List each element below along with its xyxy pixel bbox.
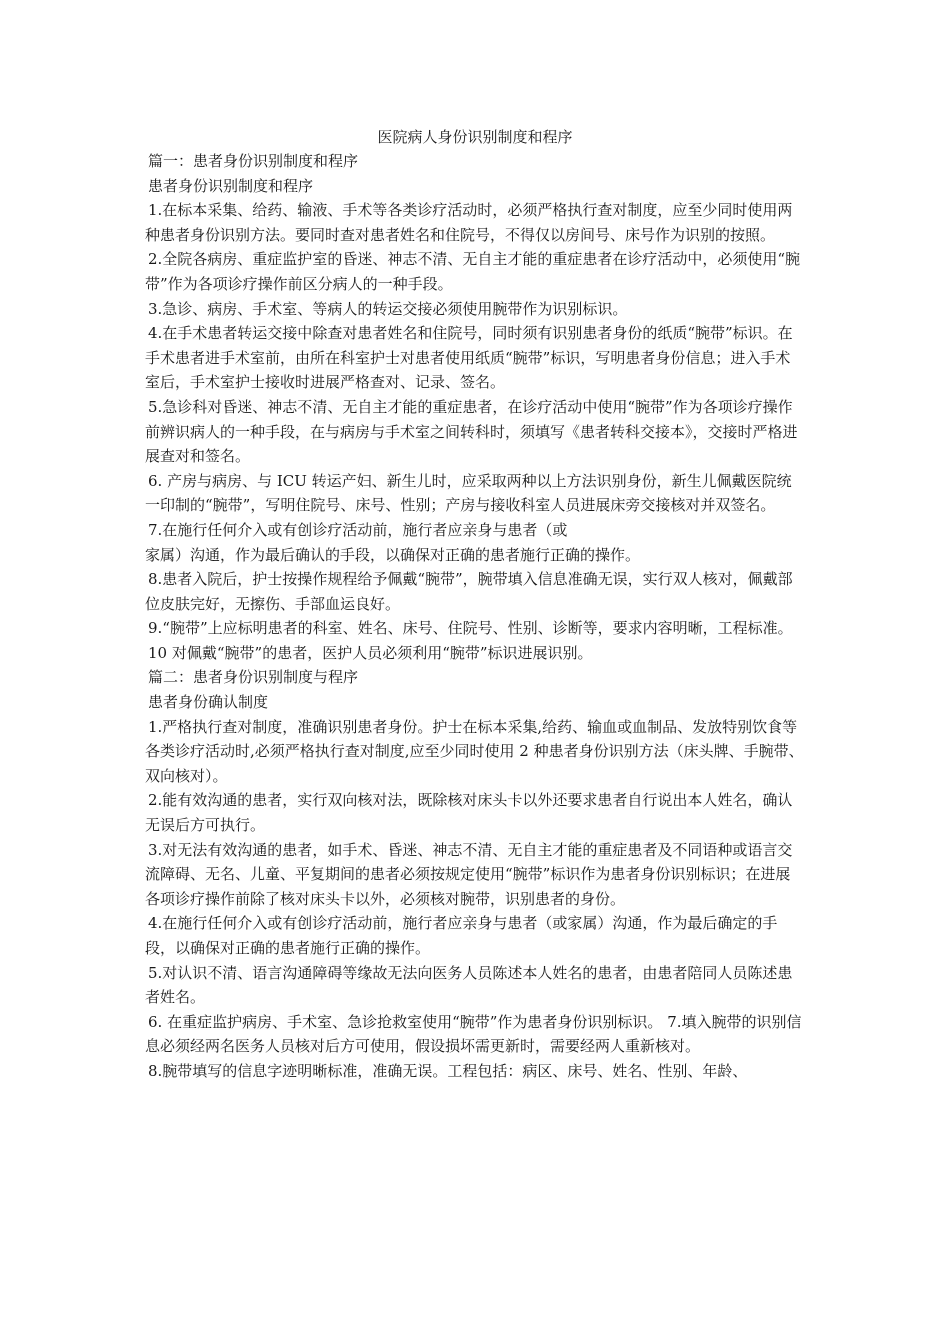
paragraph: 9.“腕带”上应标明患者的科室、姓名、床号、住院号、性别、诊断等，要求内容明晰，工程标准。 [148,619,793,638]
section-heading: 篇二：患者身份识别制度与程序 [148,668,359,687]
section-subheading: 患者身份确认制度 [148,693,269,712]
paragraph: 2.能有效沟通的患者，实行双向核对法，既除核对床头卡以外还要求患者自行说出本人姓名，确认无误后方可执行。 [145,791,793,835]
paragraph: 5.对认识不清、语言沟通障碍等缘故无法向医务人员陈述本人姓名的患者，由患者陪同人员陈述患者姓名。 [145,963,793,1007]
section-heading: 篇一：患者身份识别制度和程序 [148,152,359,170]
paragraph: 10 对佩戴“腕带”的患者，医护人员必须利用“腕带”标识进展识别。 [148,643,593,662]
paragraph: 1.严格执行查对制度，准确识别患者身份。护士在标本采集,给药、输血或血制品、发放特别饮食等各类诊疗活动时,必须严格执行查对制度,应至少同时使用 2 种患者身份识别方法（床头牌、手腕带、双向核对）。 [145,717,804,785]
document-title: 医院病人身份识别制度和程序 [377,128,573,146]
paragraph: 8.患者入院后，护士按操作规程给予佩戴“腕带”，腕带填入信息准确无误，实行双人核对，佩戴部位皮肤完好，无擦伤、手部血运良好。 [145,570,793,613]
paragraph: 3.急诊、病房、手术室、等病人的转运交接必须使用腕带作为识别标识。 [148,299,628,318]
paragraph: 6. 产房与病房、与 ICU 转运产妇、新生儿时，应采取两种以上方法识别身份，新生儿佩戴医院统一印制的“腕带”，写明住院号、床号、性别；产房与接收科室人员进展床旁交接核对并双签名。 [145,471,792,515]
paragraph: 2.全院各病房、重症监护室的昏迷、神志不清、无自主才能的重症患者在诊疗活动中，必须使用“腕带”作为各项诊疗操作前区分病人的一种手段。 [145,250,800,293]
paragraph: 1.在标本采集、给药、输液、手术等各类诊疗活动时，必须严格执行查对制度，应至少同时使用两种患者身份识别方法。要同时查对患者姓名和住院号，不得仅以房间号、床号作为识别的按照。 [145,201,793,244]
section-subheading: 患者身份识别制度和程序 [148,176,314,195]
paragraph: 家属）沟通，作为最后确认的手段，以确保对正确的患者施行正确的操作。 [145,545,641,564]
paragraph: 4.在手术患者转运交接中除查对患者姓名和住院号，同时须有识别患者身份的纸质“腕带”标识。在手术患者进手术室前，由所在科室护士对患者使用纸质“腕带”标识，写明患者身份信息；进入手术室后，手术室护士接收时进展严格查对、记录、签名。 [145,324,793,392]
paragraph: 4.在施行任何介入或有创诊疗活动前，施行者应亲身与患者（或家属）沟通，作为最后确定的手段，以确保对正确的患者施行正确的操作。 [145,914,778,957]
paragraph: 5.急诊科对昏迷、神志不清、无自主才能的重症患者，在诊疗活动中使用“腕带”作为各项诊疗操作前辨识病人的一种手段，在与病房与手术室之间转科时，须填写《患者转科交接本》，交接时严格进展查对和签名。 [145,397,798,466]
paragraph: 6. 在重症监护病房、手术室、急诊抢救室使用“腕带”作为患者身份识别标识。 7.填入腕带的识别信息必须经两名医务人员核对后方可使用，假设损坏需更新时，需要经两人重新核对。 [145,1012,802,1056]
paragraph: 8.腕带填写的信息字迹明晰标准，准确无误。工程包括：病区、床号、姓名、性别、年龄、 [148,1061,748,1080]
document-body [145,149,805,1084]
paragraph: 3.对无法有效沟通的患者，如手术、昏迷、神志不清、无自主才能的重症患者及不同语种或语言交流障碍、无名、儿童、平复期间的患者必须按规定使用“腕带”标识作为患者身份识别标识；在进展各项诊疗操作前除了核对床头卡以外，必须核对腕带，识别患者的身份。 [145,840,793,908]
paragraph: 7.在施行任何介入或有创诊疗活动前，施行者应亲身与患者（或 [148,520,568,539]
